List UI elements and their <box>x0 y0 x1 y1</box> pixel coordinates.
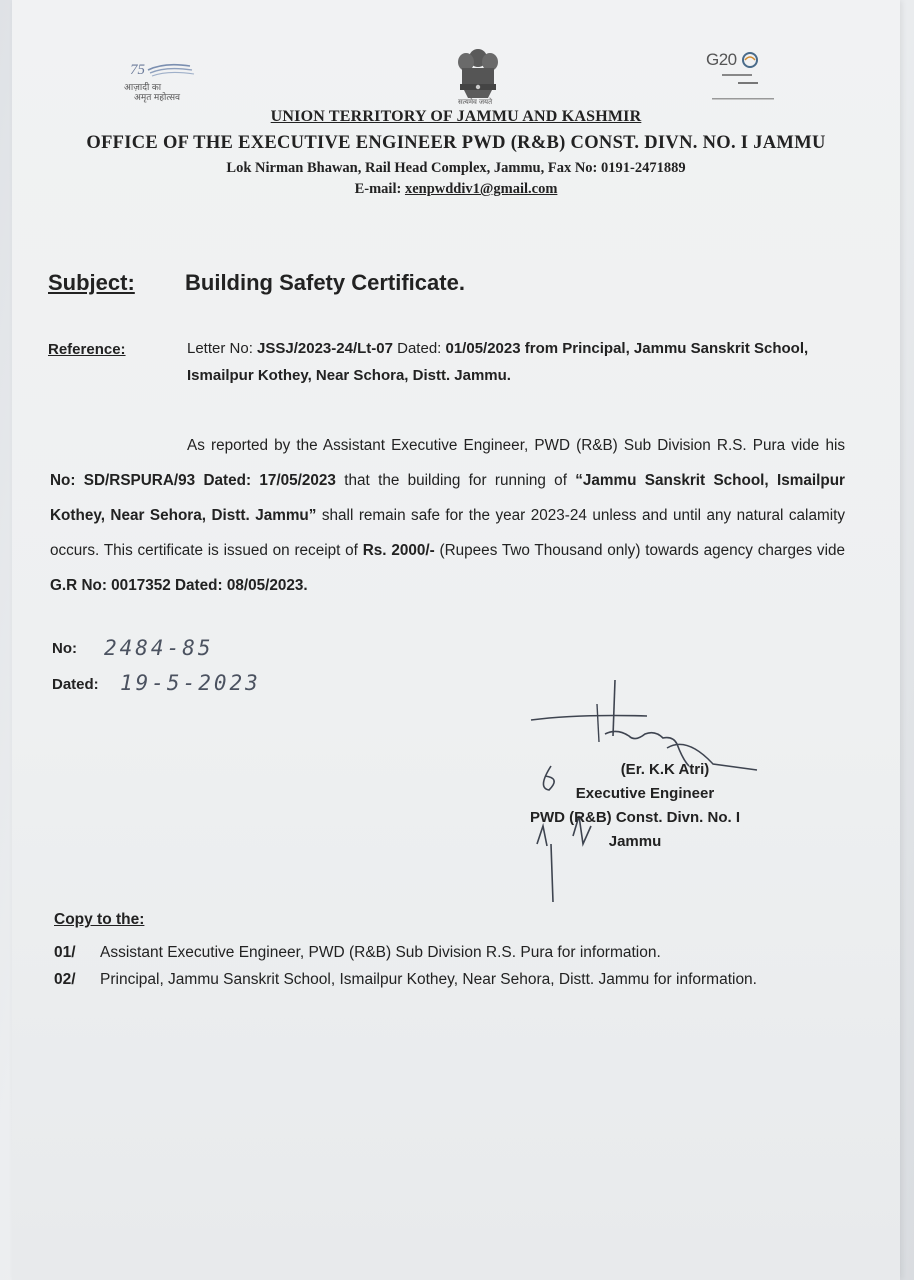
signatory-office: PWD (R&B) Const. Divn. No. I <box>530 809 740 826</box>
dispatch-date-handwritten: 19-5-2023 <box>120 671 261 695</box>
email-address: xenpwddiv1@gmail.com <box>404 181 558 197</box>
svg-text:75: 75 <box>130 62 145 78</box>
dispatch-date-label: Dated: <box>52 676 99 693</box>
letter-page <box>12 0 900 1280</box>
signatory-designation: Executive Engineer <box>575 785 715 802</box>
reference-letter-no: JSSJ/2023-24/Lt-07 <box>257 340 393 357</box>
reference-label: Reference: <box>48 341 126 358</box>
copy-item: 01/ Assistant Executive Engineer, PWD (R&B) Sub Division R.S. Pura for information. <box>54 944 661 961</box>
azadi-logo <box>120 58 212 102</box>
copy-to-label: Copy to the: <box>54 911 145 928</box>
reference-text: Letter No: JSSJ/2023-24/Lt-07 Dated: 01/05/2023 from Principal, Jammu Sanskrit School, Ismailpur Kothey, Near Schora, Distt. Jammu. <box>187 340 809 384</box>
signature-block <box>500 758 770 854</box>
dispatch-no-label: No: <box>52 640 77 657</box>
g20-logo <box>706 48 778 106</box>
ut-heading: UNION TERRITORY OF JAMMU AND KASHMIR <box>270 108 642 125</box>
office-email <box>12 181 900 198</box>
g20-tagline-icon <box>712 72 778 104</box>
signatory-city: Jammu <box>608 833 662 850</box>
reference-date: 01/05/2023 <box>445 340 521 357</box>
copy-item: 02/ Principal, Jammu Sanskrit School, Ismailpur Kothey, Near Sehora, Distt. Jammu for information. <box>54 971 757 988</box>
office-address: Lok Nirman Bhawan, Rail Head Complex, Jammu, Fax No: 0191-2471889 <box>226 160 686 176</box>
national-emblem <box>452 44 504 110</box>
g20-logo-text: G20 <box>706 50 737 69</box>
lotus-globe-icon <box>740 50 760 70</box>
email-label: E-mail: <box>354 181 405 197</box>
azadi-logo-line2: अमृत महोत्सव <box>134 92 181 102</box>
signatory-name: (Er. K.K Atri) <box>620 761 710 778</box>
certificate-body: As reported by the Assistant Executive Engineer, PWD (R&B) Sub Division R.S. Pura vide his No: SD/RSPURA/93 Dated: 17/05/2023 that the building for running of “Jammu Sanskrit School, Ismailpur Kothey, Near Sehora, Distt. Jammu” shall remain safe for the year 2023-24 unless and until any natural calamity occurs. This certificate is issued on receipt of Rs. 2000/- (Rupees Two Thousand only) towards agency charges vide G.R No: 0017352 Dated: 08/05/2023. <box>50 437 846 594</box>
subject-text: Building Safety Certificate. <box>185 270 465 295</box>
subject-label: Subject: <box>48 270 135 295</box>
emblem-caption: सत्यमेव जयते <box>458 99 493 106</box>
dispatch-no-handwritten: 2484-85 <box>104 636 214 660</box>
office-heading: OFFICE OF THE EXECUTIVE ENGINEER PWD (R&B) CONST. DIVN. NO. I JAMMU <box>86 133 826 153</box>
azadi-logo-line1: आज़ादी का <box>124 82 162 92</box>
